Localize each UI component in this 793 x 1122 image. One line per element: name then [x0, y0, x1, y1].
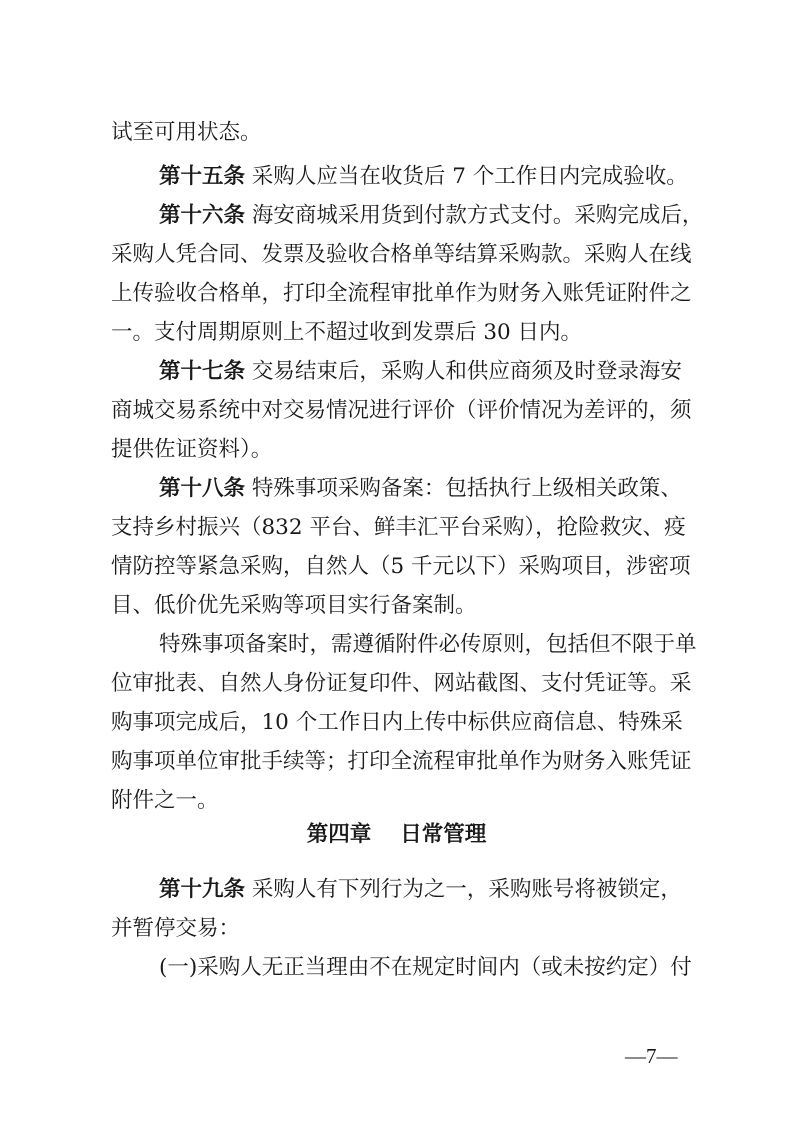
text-line: 特殊事项备案时，需遵循附件必传原则，包括但不限于单	[159, 632, 697, 657]
text-line: 一。支付周期原则上不超过收到发票后 30 日内。	[111, 320, 583, 345]
text-line: 采购人凭合同、发票及验收合格单等结算采购款。采购人在线	[111, 242, 692, 267]
text-line: 目、低价优先采购等项目实行备案制。	[111, 593, 477, 618]
chapter-heading: 第四章 日常管理	[306, 822, 487, 847]
article-label: 第十六条	[159, 203, 246, 228]
text-line: 上传验收合格单，打印全流程审批单作为财务入账凭证附件之	[111, 281, 692, 306]
text-line: 位审批表、自然人身份证复印件、网站截图、支付凭证等。采	[111, 671, 692, 696]
article-label: 第十八条	[159, 476, 246, 501]
article-18	[159, 474, 682, 504]
text-line: 情防控等紧急采购，自然人（5 千元以下）采购项目，涉密项	[111, 554, 691, 579]
text-line: 试至可用状态。	[111, 120, 262, 145]
text-line: 提供佐证资料）。	[111, 437, 273, 462]
article-label: 第十五条	[159, 164, 246, 189]
article-label: 第十七条	[159, 359, 246, 384]
article-text: 特殊事项采购备案：包括执行上级相关政策、	[251, 476, 682, 501]
article-16	[159, 201, 703, 231]
text-line: 支持乡村振兴（832 平台、鲜丰汇平台采购），抢险救灾、疫	[111, 515, 686, 540]
article-label: 第十九条	[159, 877, 246, 902]
article-text: 交易结束后，采购人和供应商须及时登录海安	[251, 359, 682, 384]
text-line: 购事项单位审批手续等；打印全流程审批单作为财务入账凭证	[111, 749, 692, 774]
article-19	[159, 875, 682, 905]
article-text: 采购人有下列行为之一，采购账号将被锁定，	[251, 877, 682, 902]
page-number: —7—	[625, 1044, 678, 1068]
text-line: (一)采购人无正当理由不在规定时间内（或未按约定）付	[159, 955, 692, 980]
article-17	[159, 357, 682, 387]
text-line: 购事项完成后，10 个工作日内上传中标供应商信息、特殊采	[111, 710, 683, 735]
text-line: 并暂停交易：	[111, 916, 241, 941]
article-text: 采购人应当在收货后 7 个工作日内完成验收。	[251, 164, 688, 189]
text-line: 附件之一。	[111, 788, 219, 813]
article-15	[159, 162, 688, 192]
article-text: 海安商城采用货到付款方式支付。采购完成后，	[251, 203, 704, 228]
text-line: 商城交易系统中对交易情况进行评价（评价情况为差评的，须	[111, 398, 692, 423]
